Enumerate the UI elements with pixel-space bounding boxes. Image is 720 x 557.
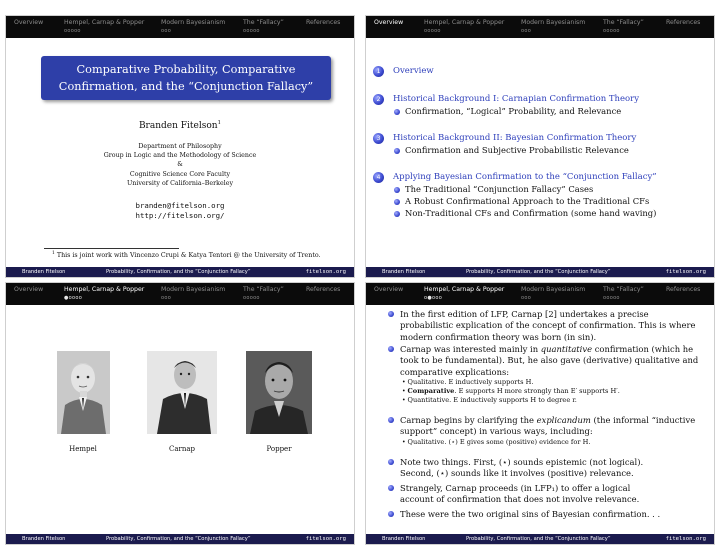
bullet-icon [388, 485, 394, 491]
outline-title[interactable]: Historical Background I: Carnapian Confirmation Theory [393, 94, 640, 104]
nav-section-hempel[interactable]: Hempel, Carnap & Popper [424, 286, 505, 293]
bullet-icon [394, 109, 400, 115]
title-line: Confirmation, and the “Conjunction Fallacy” [58, 80, 314, 93]
nav-section-references[interactable]: References [666, 19, 701, 26]
nav-dots[interactable]: ooooo [64, 28, 81, 34]
bullet-item: In the first edition of LFP, Carnap [2] undertakes a precise probabilistic explication of the concept of confirmation. This is where modern confirmation theory was born (in sin). [400, 309, 700, 343]
title-line: Comparative Probability, Comparative [76, 63, 296, 76]
nav-dots[interactable]: ooooo [603, 295, 620, 301]
nav-section-bayes[interactable]: Modern Bayesianism [521, 286, 586, 293]
outline-item[interactable] [376, 66, 434, 76]
outline-title[interactable]: Historical Background II: Bayesian Confirmation Theory [393, 133, 637, 143]
bullet-item: Note two things. First, (⋆) sounds epistemic (not logical). Second, (⋆) sounds like it involves (positive) relevance. [400, 457, 700, 480]
nav-bar [6, 283, 354, 305]
nav-section-bayes[interactable]: Modern Bayesianism [161, 286, 226, 293]
outline-number-badge: 1 [373, 66, 384, 77]
bullet-icon [394, 199, 400, 205]
portrait-label: Popper [266, 445, 292, 453]
nav-section-bayes[interactable]: Modern Bayesianism [161, 19, 226, 26]
nav-section-fallacy[interactable]: The “Fallacy” [603, 19, 644, 26]
footer-site: fitelson.org [665, 269, 706, 275]
outline-number-badge: 4 [373, 172, 384, 183]
nav-section-fallacy[interactable]: The “Fallacy” [603, 286, 644, 293]
nav-bar [366, 16, 714, 38]
bullet-item: Strangely, Carnap proceeds (in LFP₁) to offer a logical account of confirmation that does not involve relevance. [400, 483, 700, 506]
portrait-label: Carnap [168, 445, 196, 453]
email[interactable]: branden@fitelson.org [135, 201, 225, 210]
nav-section-references[interactable]: References [666, 286, 701, 293]
outline-subitem[interactable]: Confirmation and Subjective Probabilistic Relevance [393, 145, 636, 156]
footer [366, 534, 714, 544]
outline-title[interactable]: Overview [393, 66, 434, 76]
bullet-icon [388, 511, 394, 517]
nav-section-bayes[interactable]: Modern Bayesianism [521, 19, 586, 26]
nav-section-overview[interactable]: Overview [374, 19, 404, 26]
popper-portrait [246, 351, 312, 434]
footer-author: Branden Fitelson [22, 269, 66, 275]
slide-title [5, 15, 355, 278]
footer-title: Probability, Confirmation, and the “Conjunction Fallacy” [106, 269, 251, 275]
title-box [41, 56, 331, 100]
nav-section-references[interactable]: References [306, 286, 341, 293]
nav-section-hempel[interactable]: Hempel, Carnap & Popper [64, 286, 145, 293]
footer-title: Probability, Confirmation, and the “Conjunction Fallacy” [466, 269, 611, 275]
bullet-icon [388, 417, 394, 423]
outline-subitem[interactable]: Confirmation, “Logical” Probability, and Relevance [393, 106, 639, 117]
slide-portraits [5, 282, 355, 545]
footer-title: Probability, Confirmation, and the “Conjunction Fallacy” [466, 536, 611, 542]
outline-item[interactable] [376, 172, 657, 219]
author: Branden Fitelson$^1$ [138, 120, 222, 131]
portrait-label: Hempel [69, 445, 97, 453]
affiliation: Department of Philosophy Group in Logic and the Methodology of Science & Cognitive Science Core Faculty University of California–Berkeley [103, 143, 257, 187]
nav-bar [366, 283, 714, 305]
hempel-portrait [57, 351, 110, 434]
nav-dots[interactable]: ●oooo [64, 295, 83, 301]
footer-site: fitelson.org [305, 536, 346, 542]
outline-subitem[interactable]: A Robust Confirmational Approach to the Traditional CFs [393, 196, 657, 207]
footer-author: Branden Fitelson [382, 269, 426, 275]
outline-item[interactable] [376, 133, 637, 156]
footer-author: Branden Fitelson [382, 536, 426, 542]
footer-site: fitelson.org [665, 536, 706, 542]
sub-bullet: • Comparative. E supports H more strongly than E′ supports H′. [402, 387, 620, 396]
sub-bullet: • Qualitative. (⋆) E gives some (positive) evidence for H. [402, 437, 591, 446]
bullet-icon [388, 346, 394, 352]
outline-number-badge: 2 [373, 94, 384, 105]
outline-number-badge: 3 [373, 133, 384, 144]
carnap-portrait [147, 351, 217, 434]
footer-author: Branden Fitelson [22, 536, 66, 542]
bullet-item: These were the two original sins of Bayesian confirmation. . . [400, 509, 700, 520]
nav-section-overview[interactable]: Overview [374, 286, 404, 293]
footnote: $^1$ This is joint work with Vincenzo Crupi & Katya Tentori @ the University of Trento. [52, 251, 321, 260]
bullet-icon [394, 187, 400, 193]
nav-section-hempel[interactable]: Hempel, Carnap & Popper [424, 19, 505, 26]
footnote-rule [44, 248, 179, 249]
nav-dots[interactable]: ooo [521, 28, 532, 34]
outline-item[interactable] [376, 94, 640, 117]
footer [6, 534, 354, 544]
nav-section-references[interactable]: References [306, 19, 341, 26]
nav-section-hempel[interactable]: Hempel, Carnap & Popper [64, 19, 145, 26]
footer [366, 267, 714, 277]
outline-subitem[interactable]: The Traditional “Conjunction Fallacy” Cases [393, 184, 657, 195]
footer [6, 267, 354, 277]
nav-dots[interactable]: ooo [521, 295, 532, 301]
url[interactable]: http://fitelson.org/ [135, 211, 225, 220]
outline-title[interactable]: Applying Bayesian Confirmation to the “Conjunction Fallacy” [393, 172, 657, 182]
nav-section-overview[interactable]: Overview [14, 19, 44, 26]
nav-dots[interactable]: ooo [161, 28, 172, 34]
bullet-icon [388, 459, 394, 465]
nav-dots[interactable]: ooooo [424, 28, 441, 34]
nav-dots[interactable]: o●ooo [424, 295, 443, 301]
nav-dots[interactable]: ooo [161, 295, 172, 301]
bullet-icon [394, 148, 400, 154]
nav-dots[interactable]: ooooo [243, 28, 260, 34]
nav-section-overview[interactable]: Overview [14, 286, 44, 293]
slide-carnap-text [365, 282, 715, 545]
sub-bullet: • Quantitative. E inductively supports H to degree r. [402, 396, 577, 405]
contact [6, 201, 354, 221]
nav-bar [6, 16, 354, 38]
outline-subitem[interactable]: Non-Traditional CFs and Confirmation (some hand waving) [393, 208, 657, 219]
slide-outline [365, 15, 715, 278]
nav-dots[interactable]: ooooo [243, 295, 260, 301]
bullet-item: Carnap was interested mainly in quantitative confirmation (which he took to be fundamental). But, he also gave (derivative) qualitative and comparative explications: • Qualitative. E inductively supports H. • Comparative. E supports H more strongly than E′ supports H′. • Quantitative. E inductively supports H to degree r. [400, 344, 700, 406]
nav-dots[interactable]: ooooo [603, 28, 620, 34]
sub-bullet: • Qualitative. E inductively supports H. [402, 377, 534, 386]
footer-site: fitelson.org [305, 269, 346, 275]
author-footnote-mark: 1 [217, 120, 222, 126]
bullet-icon [394, 211, 400, 217]
bullet-item: Carnap begins by clarifying the explicandum (the informal “inductive support” concept) in various ways, including: • Qualitative. (⋆) E gives some (positive) evidence for H. [400, 415, 700, 447]
nav-section-fallacy[interactable]: The “Fallacy” [243, 286, 284, 293]
nav-section-fallacy[interactable]: The “Fallacy” [243, 19, 284, 26]
bullet-icon [388, 311, 394, 317]
footer-title: Probability, Confirmation, and the “Conjunction Fallacy” [106, 536, 251, 542]
